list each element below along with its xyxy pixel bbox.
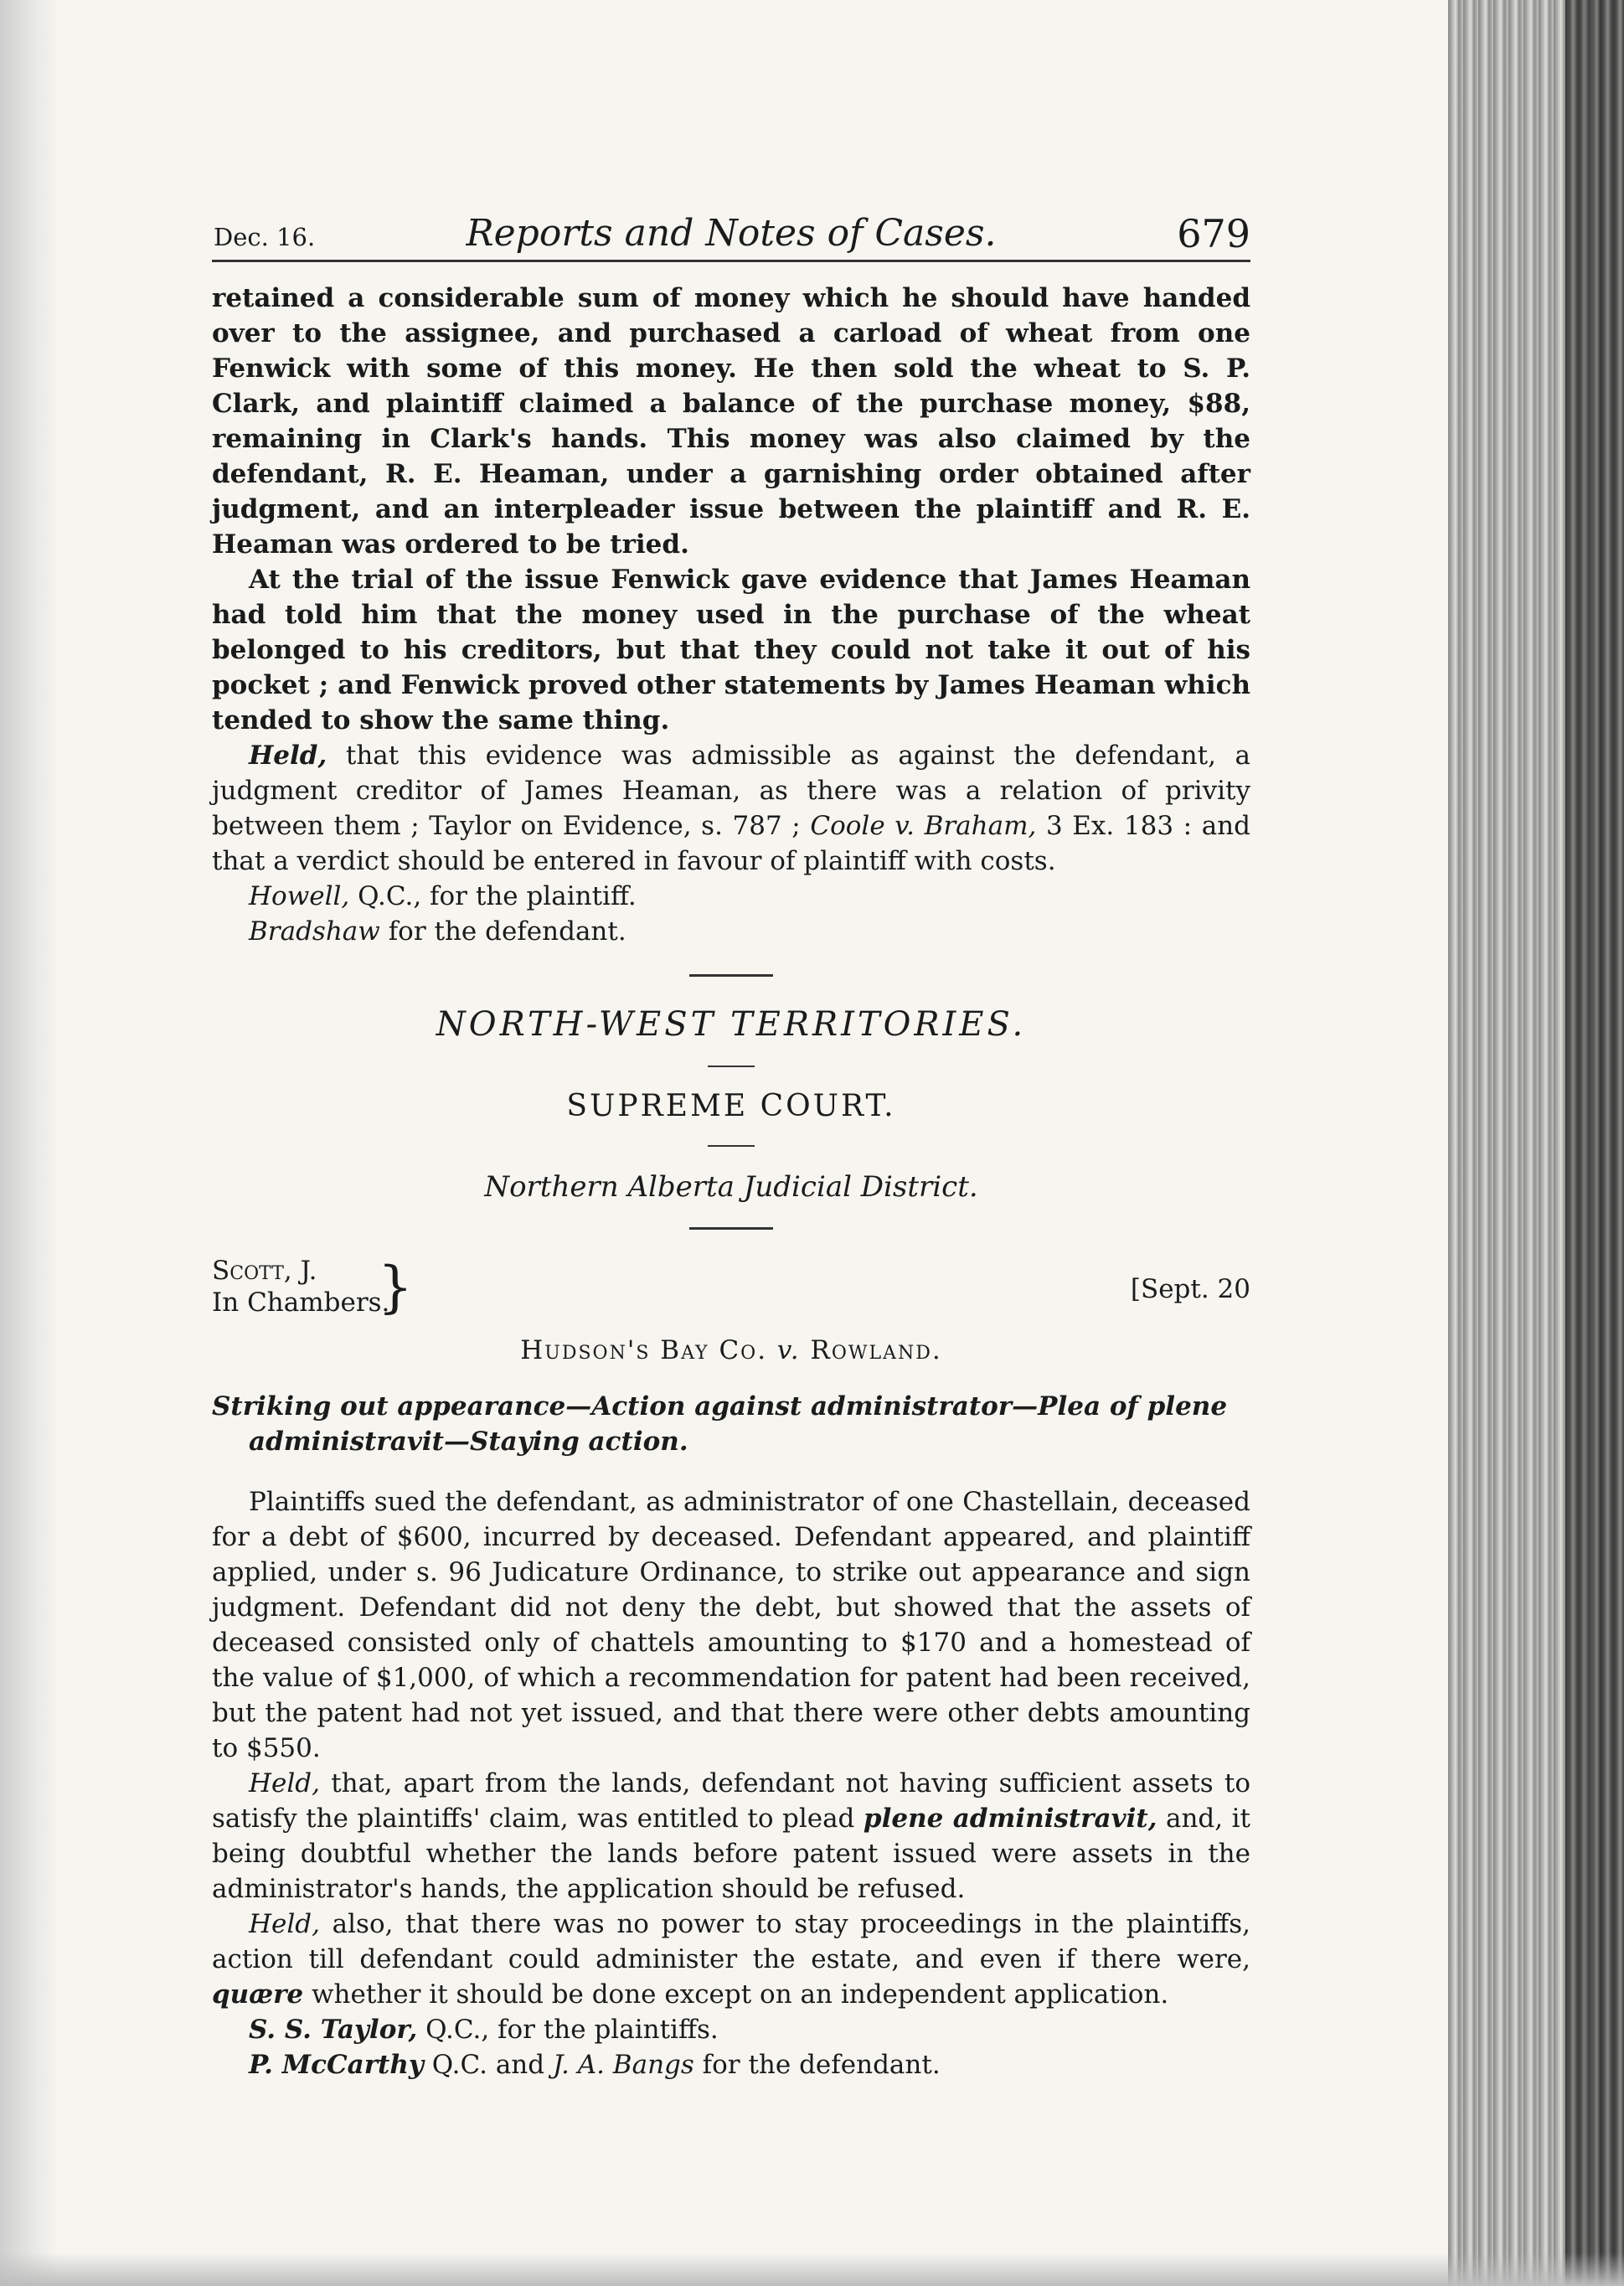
bottom-scan-edge <box>0 2252 1624 2286</box>
case2-paragraph-1: Plaintiffs sued the defendant, as administrator of one Chastellain, deceased for a debt of $600, incurred by deceased. Defendant appeared, and plaintiff applied, under s. 96 Judicature Ordinance, to strike out appearance and sign judgment. Defendant did not deny the debt, but showed that the assets of deceased consisted only of chattels amounting to $170 and a homestead of the value of $1,000, of which a recommendation for patent had been received, but the patent had not yet issued, and that there were other debts amounting to $550. <box>212 1487 1250 1763</box>
case2-counsel-defendant <box>212 2047 1250 2082</box>
counsel-name: P. McCarthy <box>249 2050 424 2080</box>
party-a: Hudson's Bay Co. <box>520 1335 768 1365</box>
case2-held1-text-a: that, apart from the lands, defendant not having sufficient assets to satisfy the plaintiffs' claim, was entitled to plead <box>212 1768 1250 1834</box>
case1-held-text-b: 3 Ex. 183 : and that a verdict should be entered in favour of plaintiff with costs. <box>212 811 1250 876</box>
section-title: NORTH-WEST TERRITORIES. <box>436 1005 1027 1044</box>
judge-block <box>212 1255 1250 1335</box>
judge <box>212 1255 389 1318</box>
case-date: [Sept. 20 <box>1130 1274 1250 1304</box>
page-number: 679 <box>1177 211 1250 256</box>
counsel-role: Q.C., for the plaintiffs. <box>425 2015 719 2045</box>
counsel-name: S. S. Taylor, <box>249 2015 418 2045</box>
party-b: Rowland. <box>810 1335 942 1365</box>
page-content <box>212 201 1250 2082</box>
case2-held2-text-a: also, that there was no power to stay proceedings in the plaintiffs, action till defendant could administer the estate, and even if there were, <box>212 1909 1250 1974</box>
case2-counsel-plaintiffs <box>212 2012 1250 2047</box>
section-divider <box>689 974 773 977</box>
case-name <box>212 1335 1250 1365</box>
judge-chambers: In Chambers. <box>212 1287 390 1318</box>
right-binding-shadow <box>1565 0 1624 2286</box>
case1-paragraph-2-text: At the trial of the issue Fenwick gave evidence that James Heaman had told him that the money used in the purchase of the wheat belonged to his creditors, but that they could not take it out of his pocket ; and Fenwick proved other statements by James Heaman which tended to show the same thing. <box>212 565 1250 735</box>
case2-held1-term: plene administravit, <box>863 1804 1157 1834</box>
case2-held2-text-b: whether it should be done except on an independent application. <box>312 1979 1169 2010</box>
case1-held <box>212 738 1250 879</box>
running-header <box>212 201 1250 262</box>
header-title: Reports and Notes of Cases. <box>466 212 997 255</box>
case1-counsel-plaintiff <box>212 879 1250 914</box>
section-divider-small <box>708 1145 755 1147</box>
district-title: Northern Alberta Judicial District. <box>484 1170 978 1204</box>
case2-held-2 <box>212 1907 1250 2012</box>
counsel-role: Q.C., for the plaintiff. <box>358 881 637 911</box>
counsel-name: Bradshaw <box>249 916 380 947</box>
versus: v. <box>776 1335 801 1365</box>
case2-held-1 <box>212 1766 1250 1907</box>
judge-name: Scott, J. <box>212 1256 317 1286</box>
counsel-mid: Q.C. and <box>431 2050 545 2080</box>
headnote: Striking out appearance—Action against administrator—Plea of plene administravit—Staying action. <box>212 1391 1228 1457</box>
brace-glyph: } <box>378 1255 413 1319</box>
case1-paragraph-1: retained a considerable sum of money which he should have handed over to the assignee, and purchased a carload of wheat from one Fenwick with some of this money. He then sold the wheat to S. P. Clark, and plaintiff claimed a balance of the purchase money, $88, remaining in Clark's hands. This money was also claimed by the defendant, R. E. Heaman, under a garnishing order obtained after judgment, and an interpleader issue between the plaintiff and R. E. Heaman was ordered to be tried. <box>212 283 1250 560</box>
section-divider-small <box>708 1066 755 1067</box>
section-divider <box>689 1227 773 1230</box>
court-title: SUPREME COURT. <box>566 1089 896 1123</box>
case2-held2-term: quære <box>212 1979 304 2010</box>
held-label: Held, <box>249 1909 320 1939</box>
counsel-role: for the defendant. <box>388 916 626 947</box>
case2-held1-text-b: and, it being doubtful whether the lands before patent issued were assets in the administrator's hands, the application should be refused. <box>212 1804 1250 1904</box>
case1-held-text-a: that this evidence was admissible as against the defendant, a judgment creditor of James Heaman, as there was a relation of privity between them ; Taylor on Evidence, s. 787 ; <box>212 740 1250 841</box>
header-date: Dec. 16. <box>214 223 316 251</box>
counsel-name-2: J. A. Bangs <box>552 2050 694 2080</box>
held-label: Held, <box>249 1768 320 1798</box>
counsel-name: Howell, <box>249 881 350 911</box>
held-label: Held, <box>249 740 327 771</box>
case1-cited-case: Coole v. Braham, <box>810 811 1037 841</box>
counsel-role: for the defendant. <box>702 2050 941 2080</box>
case1-paragraph-2 <box>212 562 1250 738</box>
left-scan-edge <box>0 0 59 2286</box>
case1-counsel-defendant <box>212 914 1250 949</box>
